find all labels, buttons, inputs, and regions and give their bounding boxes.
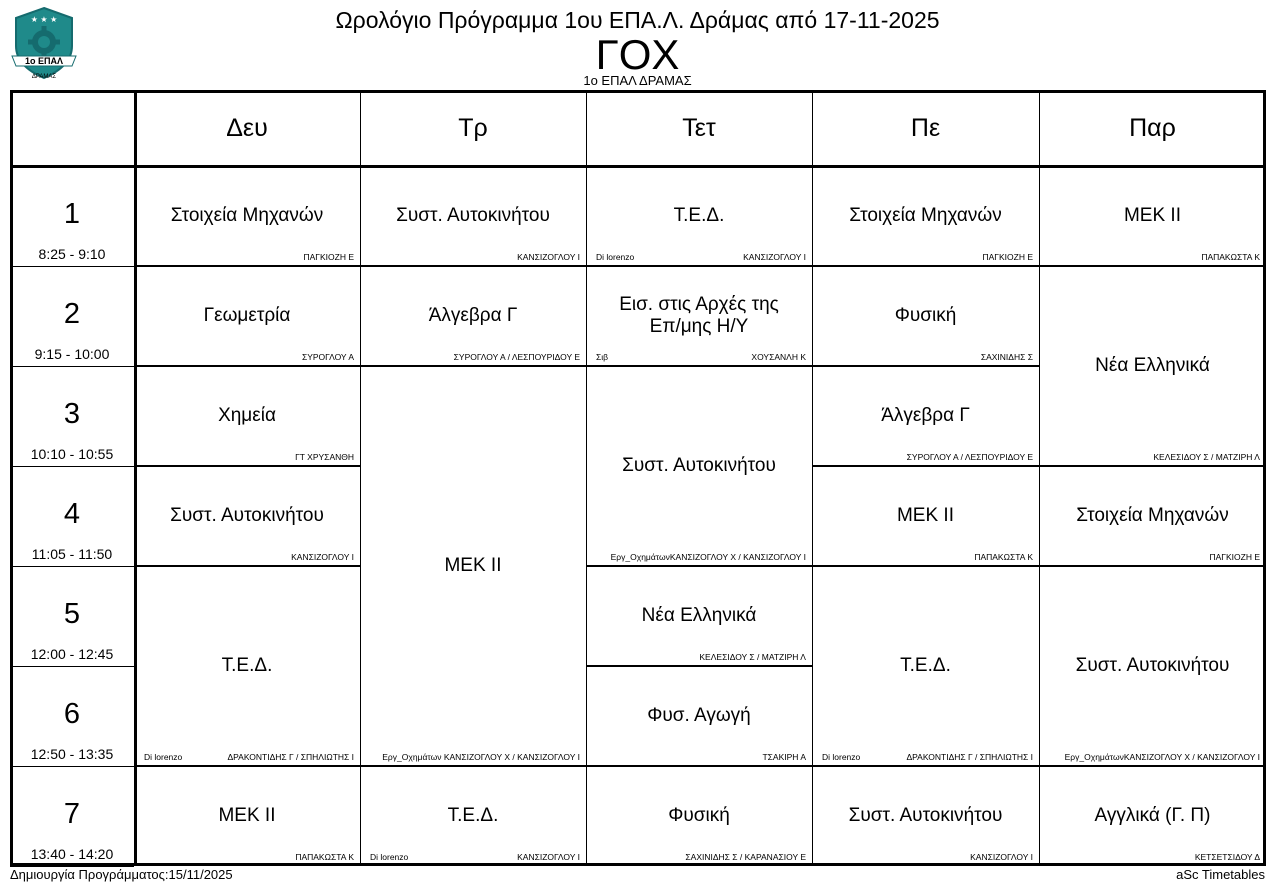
period-number: 5 [63,598,81,630]
lesson-subject: Συστ. Αυτοκινήτου [848,805,1003,826]
period-time: 12:50 - 13:35 [30,746,114,762]
lesson-room: Σιβ [596,352,609,362]
lesson-subject: Στοιχεία Μηχανών [170,205,324,226]
lesson-subject: Γεωμετρία [203,305,291,326]
grid-line [1039,566,1266,567]
day-label: Δευ [226,113,268,142]
lesson-subject: ΜΕΚ ΙΙ [444,555,502,576]
lesson-teacher: ΣΥΡΟΓΛΟΥ Α / ΛΕΣΠΟΥΡΙΔΟΥ Ε [906,452,1033,462]
lesson-teacher: ΣΥΡΟΓΛΟΥ Α / ΛΕΣΠΟΥΡΙΔΟΥ Ε [453,352,580,362]
lesson-teacher: ΣΑΧΙΝΙΔΗΣ Σ [980,352,1033,362]
lesson-teacher: ΚΑΝΣΙΖΟΓΛΟΥ Ι [517,852,580,862]
lesson-teacher: ΧΟΥΣΑΝΛΗ Κ [751,352,806,362]
grid-line [586,90,587,866]
lesson-subject: Φυσική [668,805,730,826]
period-time: 13:40 - 14:20 [30,846,114,862]
lesson-cell [134,366,360,466]
class-name: ΓΟΧ [595,31,680,78]
day-label: Τρ [458,113,488,142]
period-cell-2 [10,266,134,366]
grid-line [586,266,812,267]
lesson-teacher: ΣΑΧΙΝΙΔΗΣ Σ / ΚΑΡΑΝΑΣΙΟΥ Ε [685,852,806,862]
lesson-teacher: ΚΑΝΣΙΖΟΓΛΟΥ Ι [517,252,580,262]
lesson-subject: Συστ. Αυτοκινήτου [170,505,324,526]
lesson-cell [586,166,812,266]
lesson-cell [586,766,812,866]
lesson-subject: Συστ. Αυτοκινήτου [396,205,550,226]
lesson-cell [812,166,1039,266]
day-header-3 [812,90,1039,166]
school-name: 1ο ΕΠΑΛ ΔΡΑΜΑΣ [583,73,692,88]
day-label: Παρ [1129,113,1176,142]
grid-line [10,466,134,467]
grid-line [586,766,812,767]
lesson-cell [1039,466,1266,566]
grid-line [134,90,137,866]
grid-line [360,366,586,367]
lesson-subject: Αγγλικά (Γ. Π) [1094,805,1211,826]
lesson-cell [360,266,586,366]
period-number: 3 [63,398,81,430]
grid-line [10,863,1266,866]
period-cell-1 [10,166,134,266]
grid-line [812,766,1039,767]
lesson-cell [1039,766,1266,866]
period-cell-3 [10,366,134,466]
grid-line [1039,90,1040,866]
lesson-subject: ΜΕΚ ΙΙ [896,505,954,526]
lesson-teacher: ΠΑΠΑΚΩΣΤΑ Κ [1201,252,1260,262]
lesson-teacher: ΚΑΝΣΙΖΟΓΛΟΥ Ι [743,252,806,262]
grid-line [360,766,586,767]
grid-line [586,566,812,567]
lesson-teacher: ΚΑΝΣΙΖΟΓΛΟΥ Ι [291,552,354,562]
lesson-subject: Στοιχεία Μηχανών [849,205,1002,226]
grid-line [134,266,360,267]
lesson-teacher: Εργ_Οχημάτων ΚΑΝΣΙΖΟΓΛΟΥ Χ / ΚΑΝΣΙΖΟΓΛΟΥ Ι [382,752,580,762]
grid-line [812,366,1039,367]
logo-caption: ΔΡΑΜΑΣ [31,74,57,80]
lesson-subject: Νέα Ελληνικά [641,605,757,626]
period-time: 8:25 - 9:10 [38,246,106,262]
lesson-cell [134,266,360,366]
day-header-4 [1039,90,1266,166]
grid-line [1039,466,1266,467]
grid-line [10,666,134,667]
lesson-cell [586,566,812,666]
lesson-cell [812,766,1039,866]
grid-line [812,90,813,866]
lesson-subject: Τ.Ε.Δ. [900,655,951,676]
lesson-room: Di lorenzo [370,852,409,862]
lesson-cell [360,366,586,766]
lesson-subject: Στοιχεία Μηχανών [1076,505,1229,526]
lesson-cell [812,266,1039,366]
lesson-teacher: ΠΑΓΚΙΟΖΗ Ε [982,252,1033,262]
grid-line [1263,90,1266,866]
created-date: Δημιουργία Προγράμματος:15/11/2025 [10,867,233,882]
day-label: Τετ [682,113,716,142]
day-label: Πε [910,113,941,142]
day-header-1 [360,90,586,166]
lesson-room: Di lorenzo [822,752,861,762]
period-cell-6 [10,666,134,766]
lesson-cell [1039,566,1266,766]
grid-line [812,266,1039,267]
lesson-teacher: Εργ_ΟχημάτωνΚΑΝΣΙΖΟΓΛΟΥ Χ / ΚΑΝΣΙΖΟΓΛΟΥ Ι [1064,752,1260,762]
lesson-subject: ΜΕΚ ΙΙ [218,805,276,826]
grid-line [1039,766,1266,767]
grid-line [10,266,134,267]
lesson-subject: Φυσική [894,305,957,326]
lesson-teacher: ΠΑΓΚΙΟΖΗ Ε [1209,552,1260,562]
period-time: 10:10 - 10:55 [30,446,114,462]
grid-line [812,566,1039,567]
lesson-cell [812,566,1039,766]
lesson-subject: Φυσ. Αγωγή [647,705,751,726]
lesson-teacher: ΣΥΡΟΓΛΟΥ Α [301,352,354,362]
page-title: Ωρολόγιο Πρόγραμμα 1ου ΕΠΑ.Λ. Δράμας από 17-11-2025 [335,7,940,33]
lesson-subject: Χημεία [218,405,276,426]
period-number: 6 [63,698,81,730]
grid-line [10,566,134,567]
grid-line [10,90,1266,93]
lesson-cell [360,166,586,266]
period-number: 7 [63,798,81,830]
lesson-subject: Συστ. Αυτοκινήτου [622,455,776,476]
grid-line [10,165,1266,168]
grid-line [10,90,13,866]
lesson-subject: Άλγεβρα Γ [881,405,970,426]
lesson-room: Di lorenzo [596,252,635,262]
lesson-subject: Εισ. στις Αρχές της Επ/μης Η/Υ [619,294,779,337]
lesson-cell [1039,266,1266,466]
lesson-subject: Νέα Ελληνικά [1095,355,1210,376]
day-header-2 [586,90,812,166]
lesson-teacher: ΠΑΠΑΚΩΣΤΑ Κ [295,852,354,862]
timetable-grid [10,90,1266,866]
lesson-cell [812,366,1039,466]
lesson-subject: Άλγεβρα Γ [428,305,518,326]
software-credit: aSc Timetables [1176,867,1265,882]
lesson-room: Di lorenzo [144,752,183,762]
lesson-cell [360,766,586,866]
grid-line [586,366,812,367]
lesson-teacher: Εργ_ΟχημάτωνΚΑΝΣΙΖΟΓΛΟΥ Χ / ΚΑΝΣΙΖΟΓΛΟΥ Ι [610,552,806,562]
lesson-teacher: ΠΑΓΚΙΟΖΗ Ε [303,252,354,262]
grid-line [360,266,586,267]
grid-line [1039,266,1266,267]
lesson-cell [134,766,360,866]
period-time: 9:15 - 10:00 [34,346,110,362]
lesson-teacher: ΚΑΝΣΙΖΟΓΛΟΥ Ι [970,852,1033,862]
period-number: 1 [63,198,81,230]
lesson-subject: ΜΕΚ ΙΙ [1123,205,1181,226]
grid-line [586,666,812,667]
lesson-subject: Τ.Ε.Δ. [221,655,273,676]
lesson-subject: Τ.Ε.Δ. [673,205,725,226]
period-cell-7 [10,766,134,866]
lesson-subject: Συστ. Αυτοκινήτου [1075,655,1230,676]
lesson-teacher: ΔΡΑΚΟΝΤΙΔΗΣ Γ / ΣΠΗΛΙΩΤΗΣ Ι [227,752,354,762]
grid-line [812,466,1039,467]
lesson-teacher: ΚΕΛΕΣΙΔΟΥ Σ / ΜΑΤΖΙΡΗ Λ [699,652,806,662]
period-number: 4 [63,498,81,530]
period-cell-5 [10,566,134,666]
grid-line [10,366,134,367]
lesson-cell [134,166,360,266]
lesson-teacher: ΚΕΛΕΣΙΔΟΥ Σ / ΜΑΤΖΙΡΗ Λ [1153,452,1260,462]
lesson-cell [586,666,812,766]
logo-badge-text: 1ο ΕΠΑΛ [24,56,64,66]
lesson-teacher: ΓΤ ΧΡΥΣΑΝΘΗ [295,452,354,462]
lesson-cell [134,466,360,566]
lesson-subject: Τ.Ε.Δ. [447,805,499,826]
lesson-cell [134,566,360,766]
grid-line [360,90,361,866]
lesson-cell [586,366,812,566]
svg-text:★ ★ ★: ★ ★ ★ [30,15,58,24]
grid-line [134,766,360,767]
lesson-cell [586,266,812,366]
grid-line [10,766,134,767]
lesson-cell [812,466,1039,566]
day-header-0 [134,90,360,166]
period-number: 2 [63,298,81,330]
period-time: 12:00 - 12:45 [30,646,114,662]
grid-line [134,566,360,567]
period-cell-4 [10,466,134,566]
lesson-teacher: ΤΣΑΚΙΡΗ Α [762,752,806,762]
period-time: 11:05 - 11:50 [31,546,113,562]
lesson-cell [1039,166,1266,266]
grid-line [134,366,360,367]
lesson-teacher: ΔΡΑΚΟΝΤΙΔΗΣ Γ / ΣΠΗΛΙΩΤΗΣ Ι [906,752,1033,762]
lesson-teacher: ΠΑΠΑΚΩΣΤΑ Κ [974,552,1033,562]
lesson-teacher: ΚΕΤΣΕΤΣΙΔΟΥ Δ [1194,852,1260,862]
grid-line [134,466,360,467]
